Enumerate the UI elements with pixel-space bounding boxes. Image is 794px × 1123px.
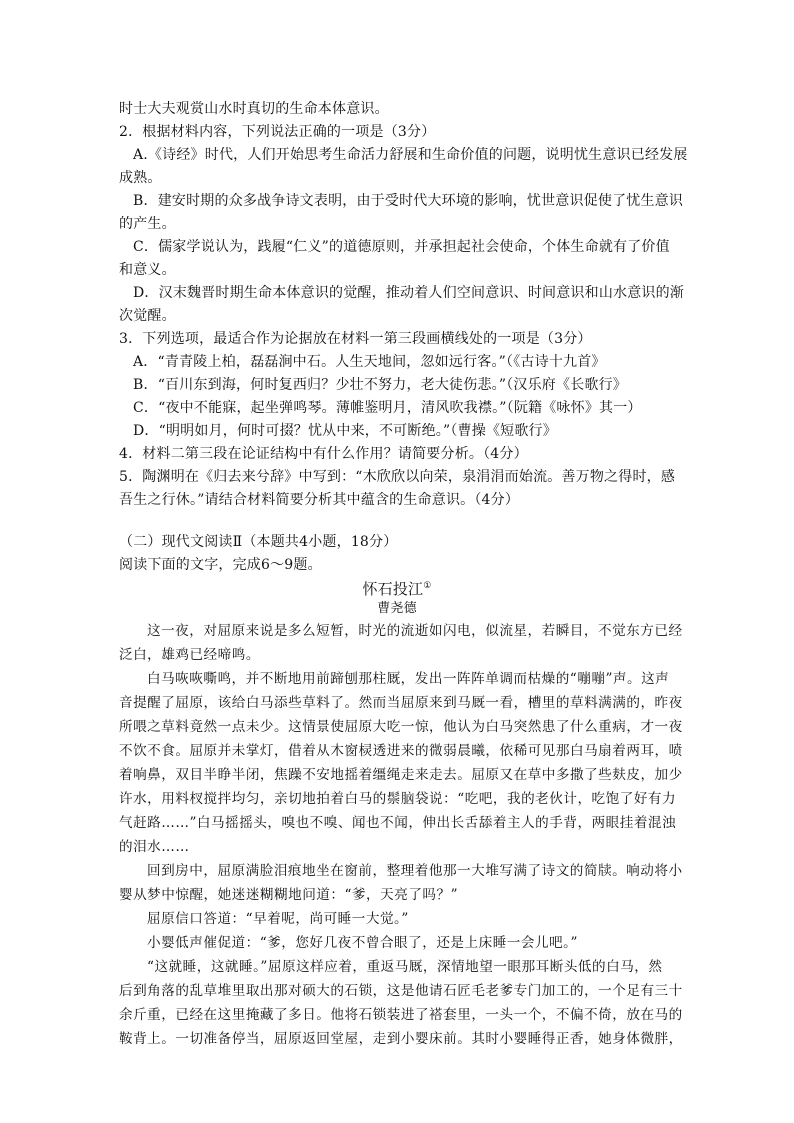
q3-option-b: B．“百川东到海，何时复西归？少壮不努力，老大徒伤悲。”（汉乐府《长歌行》 [133,377,628,393]
story-line: 白马咴咴嘶鸣，并不断地用前蹄刨那柱厩，发出一阵阵单调而枯燥的“嘣嘣”声。这声 [147,671,670,687]
question-4: 4．材料二第三段在论证结构中有什么作用？请简要分析。（4分） [119,446,528,462]
question-5-line1: 5．陶渊明在《归去来兮辞》中写到：“木欣欣以向荣，泉涓涓而始流。善万物之得时，感 [119,469,676,485]
footnote-marker: ① [423,581,432,591]
story-line: 泛白，雄鸡已经啼鸣。 [119,647,260,663]
question-5-line2: 吾生之行休。”请结合材料简要分析其中蕴含的生命意识。（4分） [119,492,520,508]
story-line: 婴从梦中惊醒，她迷迷糊糊地问道：“爹，天亮了吗？” [119,887,459,903]
story-line: 所喂之草料竟然一点未少。这情景使屈原大吃一惊，他认为白马突然患了什么重病，才一夜 [119,719,683,735]
q2-option-c-line2: 和意义。 [119,262,176,278]
story-line: 余斤重，已经在这里掩藏了多日。他将石锁装进了褡套里，一头一个，不偏不倚，放在马的 [119,1007,683,1023]
q3-option-c: C．“夜中不能寐，起坐弹鸣琴。薄帷鉴明月，清风吹我襟。”（阮籍《咏怀》其一） [133,400,642,416]
story-line: 小婴低声催促道：“爹，您好几夜不曾合眼了，还是上床睡一会儿吧。” [147,935,578,951]
story-line: 不饮不食。屈原并未掌灯，借着从木窗棂透进来的微弱晨曦，依稀可见那白马扇着两耳，喷 [119,743,683,759]
story-line: “这就睡，这就睡。”屈原这样应着，重返马厩，深情地望一眼那耳断头低的白马，然 [147,959,663,975]
section-heading: （二）现代文阅读Ⅱ（本题共4小题，18分） [119,534,398,550]
q2-option-a-line1: A.《诗经》时代，人们开始思考生命活力舒展和生命价值的问题，说明忧生意识已经发展 [133,147,688,163]
story-title: 怀石投江① [362,580,432,598]
q3-option-a: A．“青青陵上柏，磊磊涧中石。人生天地间，忽如远行客。”（《古诗十九首》 [133,354,606,370]
q3-option-d: D．“明明如月，何时可掇？忧从中来，不可断绝。”（曹操《短歌行》 [133,423,557,439]
story-line: 的泪水…… [119,839,190,855]
story-line: 着响鼻，双目半睁半闭，焦躁不安地摇着缰绳走来走去。屈原又在草中多撒了些麸皮，加少 [119,767,683,783]
story-line: 鞍背上。一切准备停当，屈原返回堂屋，走到小婴床前。其时小婴睡得正香，她身体微胖， [119,1031,683,1047]
q2-option-a-line2: 成熟。 [119,170,162,186]
q2-option-d-line2: 次觉醒。 [119,308,176,324]
story-line: 音提醒了屈原，该给白马添些草料了。然而当屈原来到马厩一看，槽里的草料满满的，昨夜 [119,695,683,711]
section-instruction: 阅读下面的文字，完成6～9题。 [119,557,322,573]
q2-option-b-line2: 的产生。 [119,216,176,232]
continuation-line: 时士大夫观赏山水时真切的生命本体意识。 [119,101,389,117]
story-line: 许水，用料杈搅拌均匀，亲切地拍着白马的鬃脑袋说：“吃吧，我的老伙计，吃饱了好有力 [119,791,677,807]
story-line: 这一夜，对屈原来说是多么短暂，时光的流逝如闪电，似流星，若瞬目，不觉东方已经 [147,623,683,639]
story-author: 曹尧德 [377,601,417,616]
story-line: 回到房中，屈原满脸泪痕地坐在窗前，整理着他那一大堆写满了诗文的简牍。响动将小 [147,863,683,879]
q2-option-b-line1: B．建安时期的众多战争诗文表明，由于受时代大环境的影响，忧世意识促使了忧生意识 [133,193,684,209]
story-line: 后到角落的乱草堆里取出那对硕大的石锁，这是他请石匠毛老爹专门加工的，一个足有三十 [119,983,683,999]
q2-option-c-line1: C．儒家学说认为，践履“仁义”的道德原则，并承担起社会使命，个体生命就有了价值 [133,239,670,255]
story-line: 屈原信口答道：“早着呢，尚可睡一大觉。” [147,911,409,927]
story-line: 气赶路……”白马摇摇头，嗅也不嗅、闻也不闻，伸出长舌舔着主人的手背，两眼挂着混浊 [119,815,677,831]
q2-option-d-line1: D．汉末魏晋时期生命本体意识的觉醒，推动着人们空间意识、时间意识和山水意识的渐 [133,285,685,301]
question-2-stem: 2．根据材料内容，下列说法正确的一项是（3分） [119,124,436,140]
question-3-stem: 3．下列选项，最适合作为论据放在材料一第三段画横线处的一项是（3分） [119,331,592,347]
